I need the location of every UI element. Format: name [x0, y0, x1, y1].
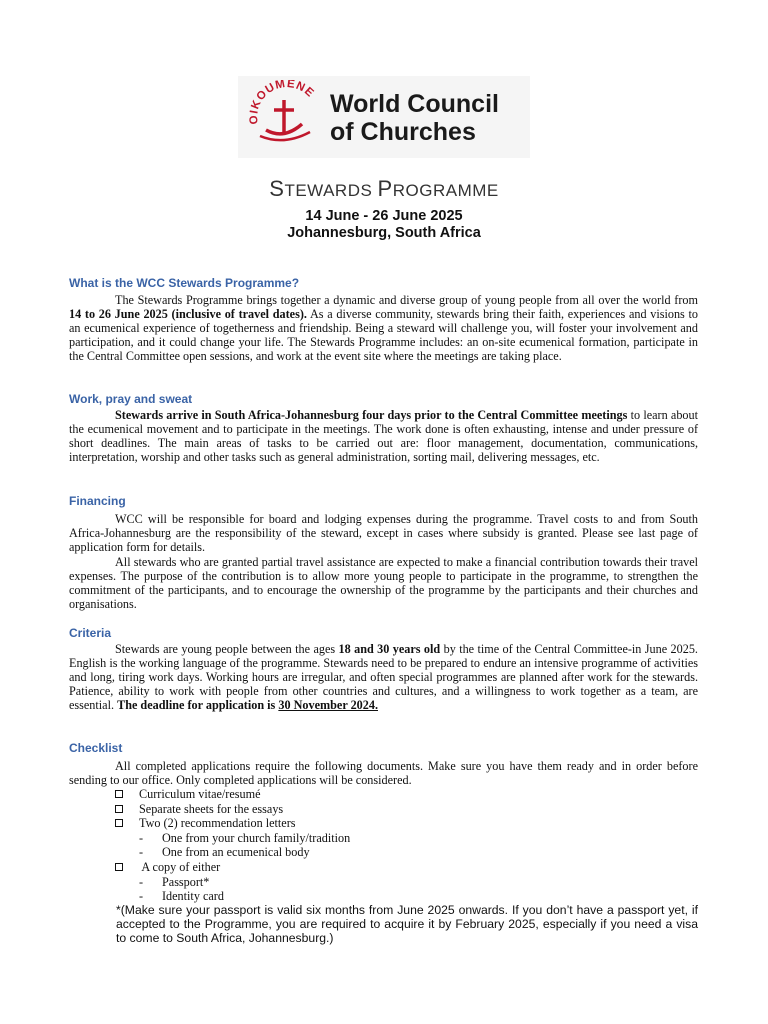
checklist-item-essays: Separate sheets for the essays	[139, 801, 284, 816]
checkbox-icon	[115, 819, 123, 827]
deadline-label: The deadline for application is	[117, 698, 279, 713]
paragraph-financing-2	[69, 555, 698, 611]
what-text-b: As a diverse community, stewards bring their faith, experiences and visions to an ecumenical experience of togetherness and friendship. Being a steward will challenge you, will foster your involvement and participation, and it could change your life. The Stewards Programme includes: an on-site ecumenical formation, participate in the Central Committee open sessions, and work at the event site where the meetings are taking place.	[69, 307, 698, 364]
wcc-logo	[238, 76, 530, 158]
criteria-text-bold: 18 and 30 years old	[338, 642, 441, 656]
checkbox-icon	[115, 805, 123, 813]
heading-work: Work, pray and sweat	[69, 392, 193, 406]
work-text-rest: to learn about the ecumenical movement and to participate in the meetings. The work done is often exhausting, intense and under pressure of short deadlines. The main areas of tasks to be carried out are: floor management, documentation, communications, interpretation, worship and other tasks such as general administration, sorting mail, delivering messages, etc.	[69, 408, 698, 465]
org-name-line2: of Churches	[330, 118, 476, 146]
page-title	[0, 176, 768, 202]
work-text-bold: Stewards arrive in South Africa-Johannesburg four days prior to the Central Committee meetings	[115, 408, 628, 422]
financing-text-2: All stewards who are granted partial travel assistance are expected to make a financial contribution towards their travel expenses. The purpose of the contribution is to allow more young people to participate in the programme, to strengthen the commitment of the participants, and to encourage the ownership of the programme by the participants and their churches and organisations.	[69, 555, 698, 612]
heading-what: What is the WCC Stewards Programme?	[69, 276, 300, 290]
heading-financing: Financing	[69, 494, 126, 508]
what-text-bold: 14 to 26 June 2025 (inclusive of travel dates).	[69, 307, 307, 322]
checklist-subitem-idcard: Identity card	[162, 889, 224, 904]
org-name-line1: World Council	[330, 90, 499, 118]
what-text-a: The Stewards Programme brings together a dynamic and diverse group of young people from all over the world from	[115, 293, 698, 307]
financing-text-1: WCC will be responsible for board and lodging expenses during the programme. Travel costs to and from South Africa-Johannesburg are the responsibility of the steward, except in cases where subsidy is granted. Please see last page of application form for details.	[69, 512, 698, 555]
emblem-text: OIKOUMENE	[247, 80, 317, 125]
title-rest-1: TEWARDS	[284, 181, 373, 200]
checklist-subitem-church: One from your church family/tradition	[162, 830, 351, 845]
dash-bullet: -	[139, 830, 144, 845]
org-name	[330, 90, 499, 146]
checklist-intro-text: All completed applications require the following documents. Make sure you have them ready and in order before sending to our office. Only completed applications will be considered.	[69, 759, 698, 788]
paragraph-checklist-intro	[69, 759, 698, 787]
oikoumene-emblem-icon	[244, 80, 330, 154]
checklist-subitem-passport: Passport*	[162, 874, 210, 889]
dash-bullet: -	[139, 845, 144, 860]
checkbox-icon	[115, 790, 123, 798]
event-location: Johannesburg, South Africa	[287, 225, 481, 241]
event-dates: 14 June - 26 June 2025	[305, 208, 463, 224]
criteria-text-a: Stewards are young people between the ages	[115, 642, 339, 656]
criteria-text-b: by the time of the Central Committee-in June 2025. English is the working language of the programme. Stewards need to be prepared to endure an intensive programme of activities and long, tiring work days. Working hours are irregular, and often special programmes are planned after work for the stewards. Patience, ability to work with people from other countries and cultures, and a willingness to work together as a team, are essential.	[69, 642, 698, 713]
checklist-subitem-ecumenical: One from an ecumenical body	[162, 845, 310, 860]
heading-criteria: Criteria	[69, 626, 112, 640]
title-cap-2: P	[377, 176, 393, 201]
checkbox-icon	[115, 863, 123, 871]
paragraph-financing-1	[69, 512, 698, 554]
paragraph-criteria	[69, 642, 698, 712]
heading-checklist: Checklist	[69, 741, 123, 755]
title-cap-1: S	[269, 176, 285, 201]
checklist-item-id-copy: A copy of either	[139, 859, 221, 874]
checklist-item-cv: Curriculum vitae/resumé	[139, 787, 261, 801]
checklist-item-letters: Two (2) recommendation letters	[139, 816, 296, 831]
svg-text:OIKOUMENE	[248, 80, 316, 125]
passport-note: *(Make sure your passport is valid six months from June 2025 onwards. If you don’t have a passport yet, if accepted to the Programme, you are required to acquire it by February 2025, especially if you need a visa to come to South Africa, Johannesburg.)	[116, 903, 698, 945]
dash-bullet: -	[139, 874, 144, 889]
paragraph-work	[69, 408, 698, 464]
paragraph-what	[69, 293, 698, 363]
deadline-date: 30 November 2024.	[278, 698, 378, 713]
dash-bullet: -	[139, 889, 144, 904]
title-rest-2: ROGRAMME	[392, 181, 499, 200]
